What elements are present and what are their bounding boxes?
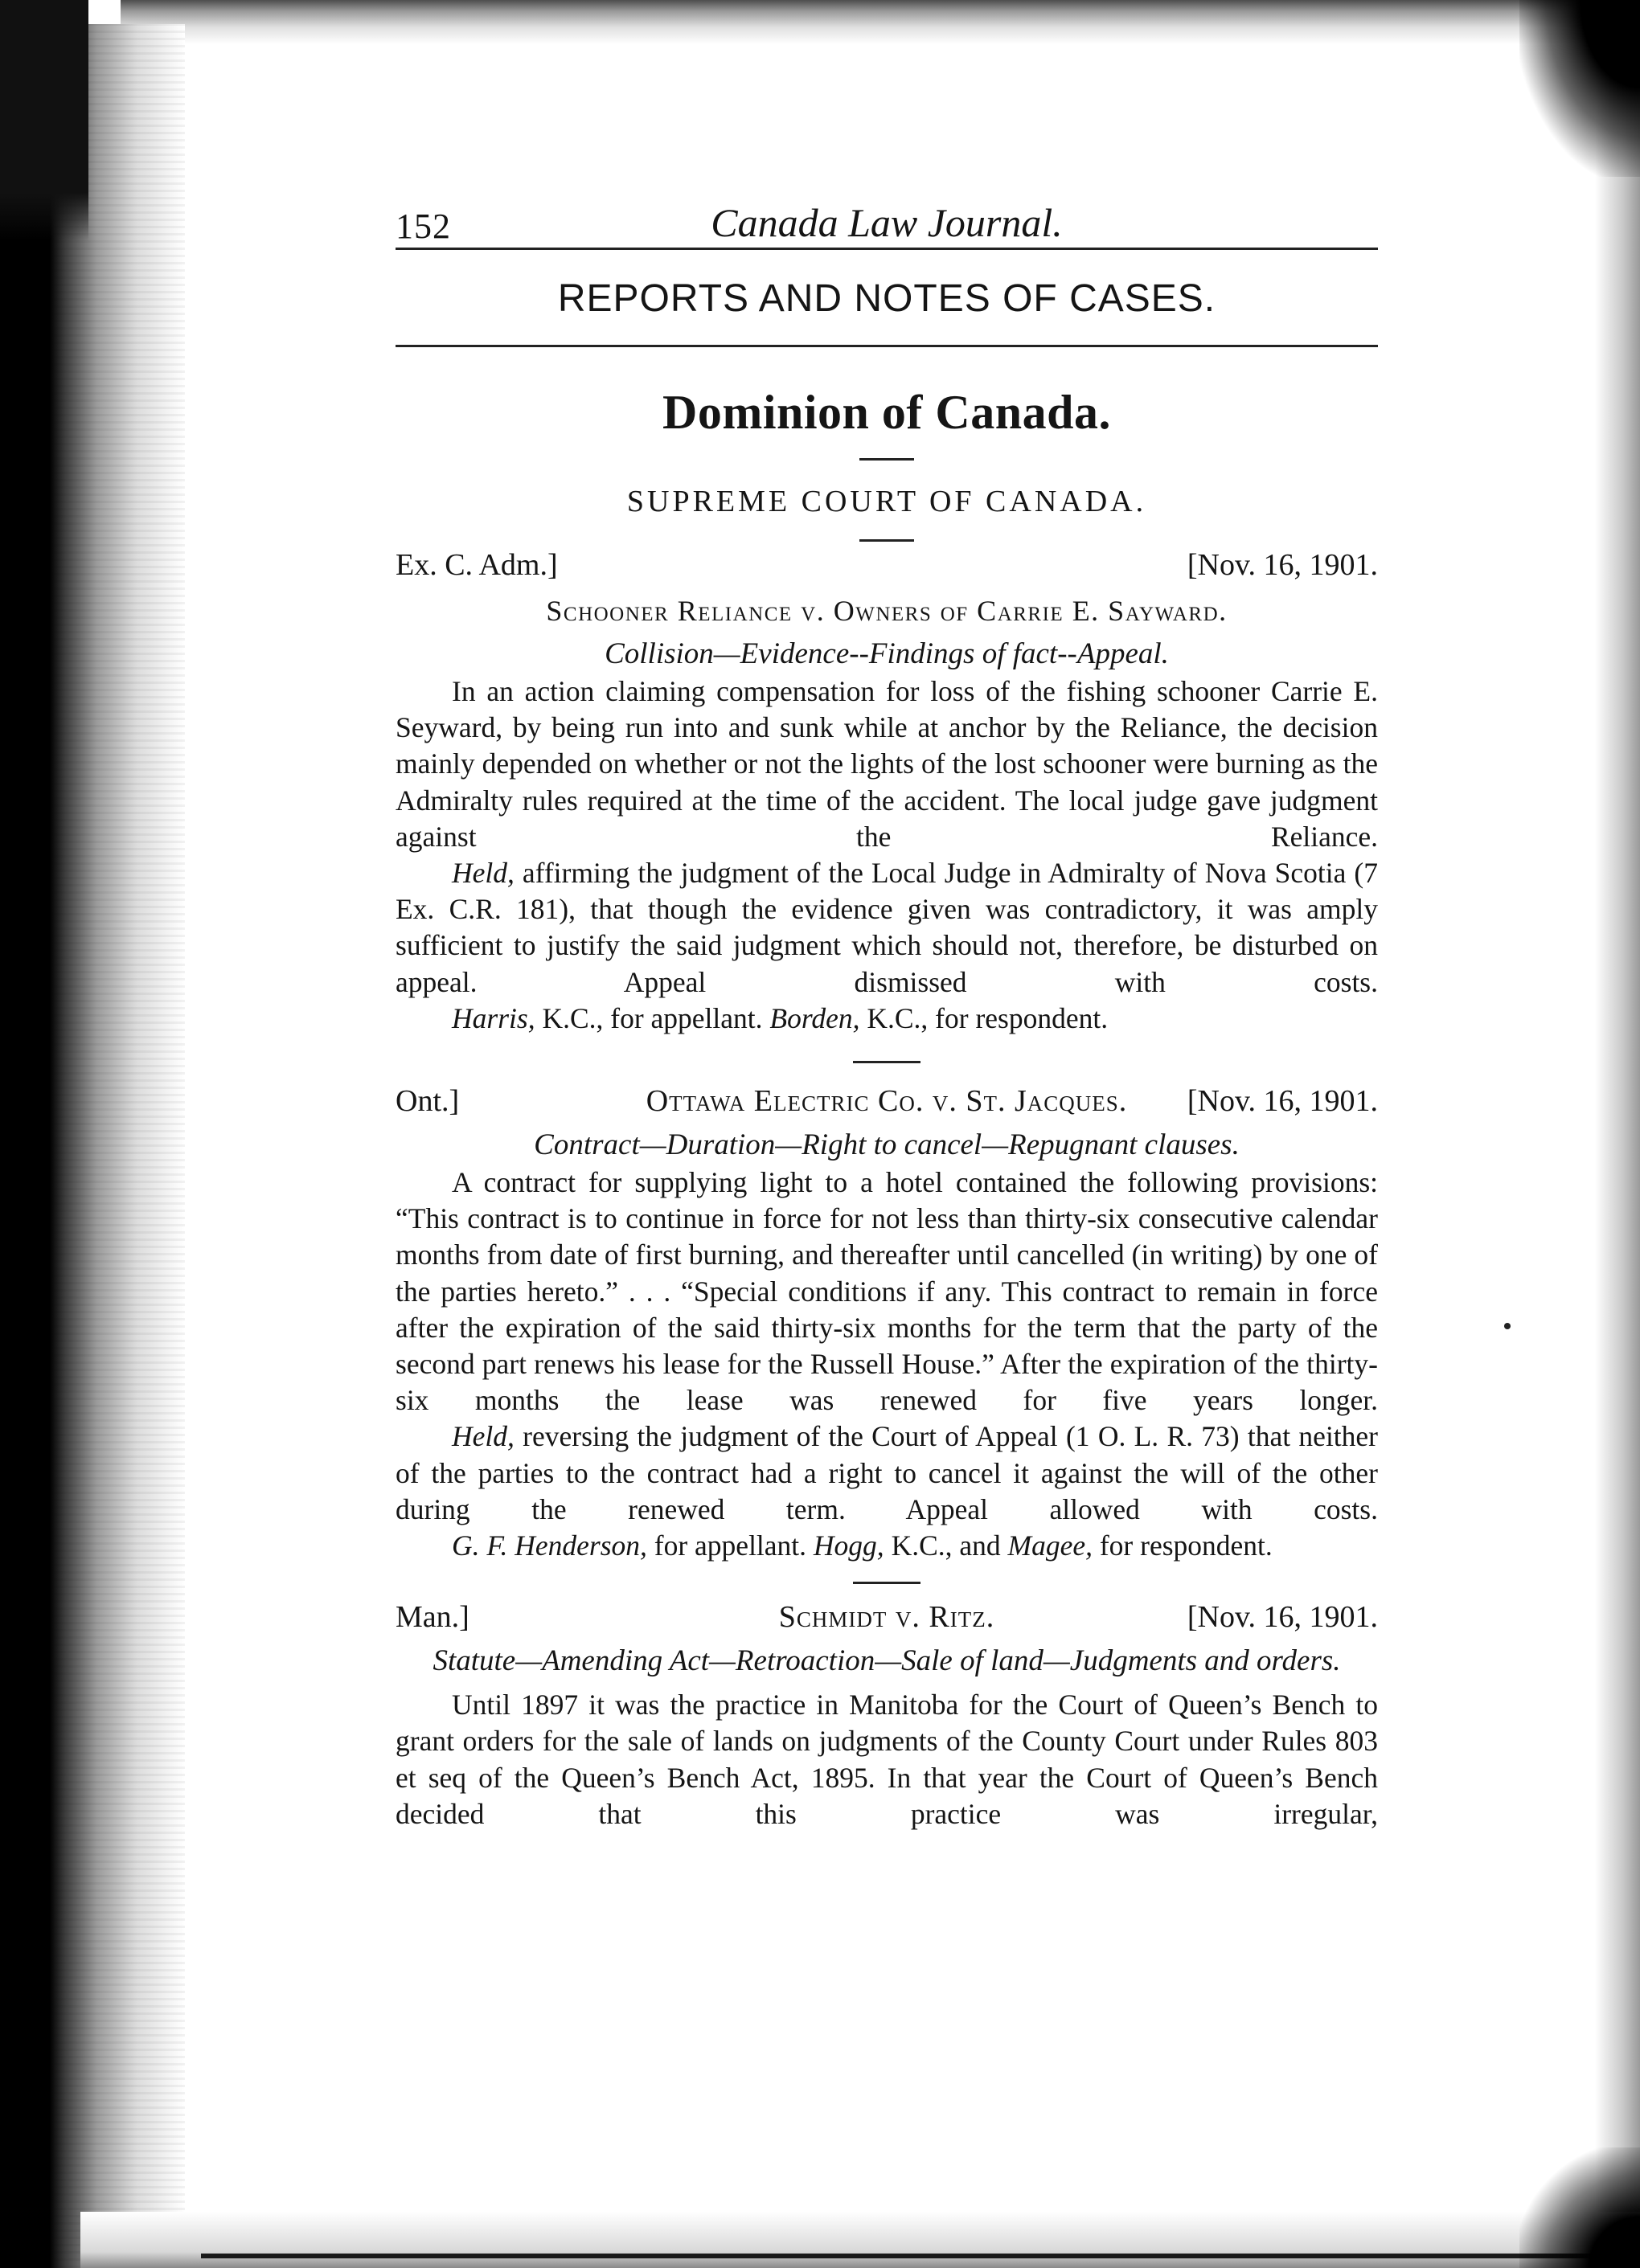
scan-left-binding-shadow <box>0 24 185 2268</box>
case-court: Ont.] <box>396 1084 460 1119</box>
scan-left-dark-band <box>0 0 88 241</box>
scan-right-edge <box>1584 0 1640 2268</box>
jurisdiction-rule <box>859 458 914 461</box>
case-catchwords: Collision—Evidence--Findings of fact--Appeal. <box>605 637 1169 670</box>
case-counsel: Harris, K.C., for appellant. Borden, K.C., for respondent. <box>452 1001 1109 1034</box>
case-holding: Held, affirming the judgment of the Local Judge in Admiralty of Nova Scotia (7 Ex. C.R. 181), that though the evidence given was contradictory, it was amply sufficient to justify the said judgment which should not, therefore, be disturbed on appeal. Appeal dismissed with costs. <box>396 857 1378 998</box>
case-header <box>396 1081 1378 1121</box>
case-reliance-v-sayward <box>396 545 1378 1037</box>
case-separator <box>853 1061 920 1063</box>
case-holding: Held, reversing the judgment of the Court of Appeal (1 O. L. R. 73) that neither of the parties to the contract had a right to cancel it against the will of the other during the renewed term. Appeal allowed with costs. <box>396 1420 1378 1525</box>
case-header <box>396 545 1378 585</box>
journal-title: Canada Law Journal. <box>711 200 1063 245</box>
case-schmidt-v-ritz <box>396 1597 1378 1832</box>
scan-top-edge <box>121 0 1616 44</box>
case-paragraph: Until 1897 it was the practice in Manitoba for the Court of Queen’s Bench to grant orders for the sale of lands on judgments of the County Court under Rules 803 et seq of the Queen’s Bench Act, 1895. In that year the Court of Queen’s Bench decided that this practice was irregular, <box>396 1689 1378 1830</box>
court-heading: SUPREME COURT OF CANADA. <box>626 485 1147 518</box>
court-rule <box>859 539 914 542</box>
case-date: [Nov. 16, 1901. <box>1187 548 1378 582</box>
page-number: 152 <box>396 207 451 246</box>
case-catchwords: Statute—Amending Act—Retroaction—Sale of land—Judgments and orders. <box>433 1644 1341 1678</box>
case-name: Schooner Reliance v. Owners of Carrie E. Sayward. <box>546 595 1228 627</box>
jurisdiction-heading: Dominion of Canada. <box>662 386 1111 439</box>
running-head <box>396 190 1378 250</box>
case-header <box>396 1597 1378 1637</box>
case-date: [Nov. 16, 1901. <box>1187 1600 1378 1635</box>
case-paragraph: A contract for supplying light to a hotel contained the following provisions: “This contract is to continue in force for not less than thirty-six consecutive calendar months from date of first burning, and thereafter until cancelled (in writing) by one of the parties hereto.” . . . “Special conditions if any. This contract to remain in force after the expiration of the said thirty-six months for the term that the party of the second part renews his lease for the Russell House.” After the expiration of the thirty-six months the lease was renewed for five years longer. <box>396 1166 1378 1417</box>
case-name: Ottawa Electric Co. v. St. Jacques. <box>646 1084 1128 1119</box>
case-name: Schmidt v. Ritz. <box>778 1600 995 1635</box>
section-rule <box>396 345 1378 347</box>
scan-speck <box>1504 1323 1511 1329</box>
case-court: Man.] <box>396 1600 469 1635</box>
case-date: [Nov. 16, 1901. <box>1187 1084 1378 1119</box>
section-title: REPORTS AND NOTES OF CASES. <box>557 277 1216 320</box>
scan-bottom-right-corner <box>1519 2147 1640 2268</box>
scan-bottom-line <box>201 2254 1616 2258</box>
case-ottawa-electric-v-st-jacques <box>396 1081 1378 1564</box>
case-catchwords: Contract—Duration—Right to cancel—Repugnant clauses. <box>534 1128 1240 1162</box>
scan-top-right-corner <box>1519 0 1640 177</box>
scan-bottom-edge <box>80 2212 1640 2268</box>
case-court: Ex. C. Adm.] <box>396 548 558 582</box>
case-paragraph: In an action claiming compensation for loss of the fishing schooner Carrie E. Seyward, by being run into and sunk while at anchor by the Reliance, the decision mainly depended on whether or not the lights of the lost schooner were burning as the Admiralty rules required at the time of the accident. The local judge gave judgment against the Reliance. <box>396 675 1378 853</box>
case-counsel: G. F. Henderson, for appellant. Hogg, K.C., and Magee, for respondent. <box>452 1529 1273 1562</box>
case-separator <box>853 1582 920 1584</box>
journal-page <box>396 190 1378 1832</box>
